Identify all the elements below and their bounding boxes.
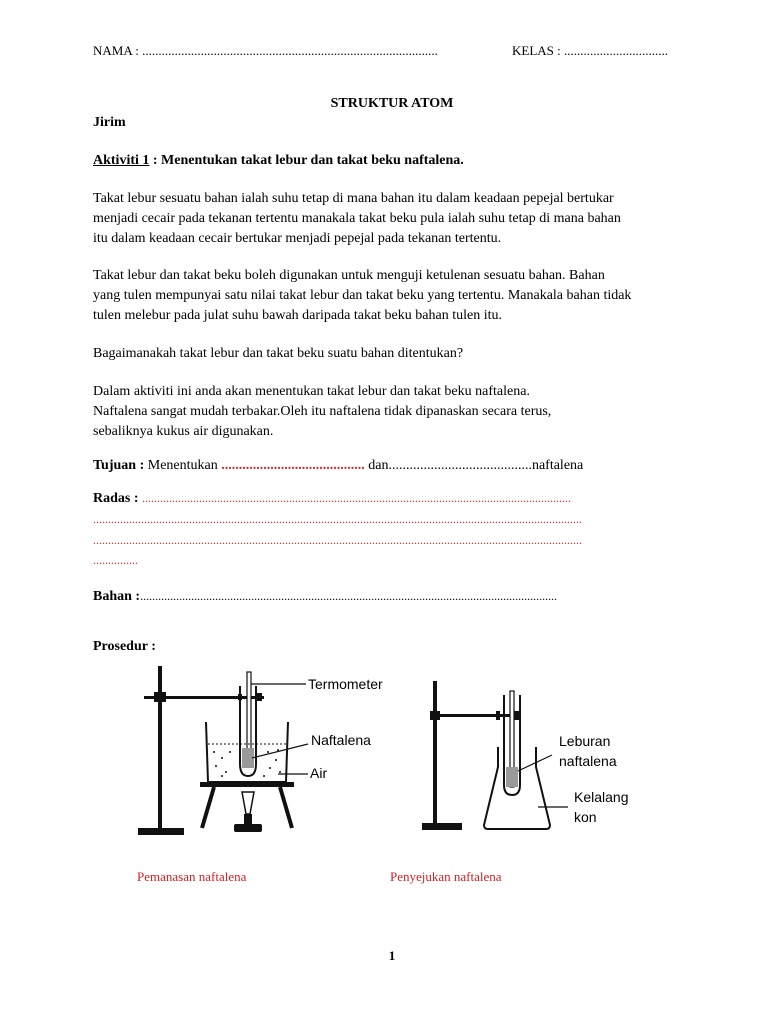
section-heading: Jirim (93, 115, 126, 130)
text-line: Naftalena sangat mudah terbakar.Oleh itu naftalena tidak dipanaskan secara terus, (93, 404, 552, 419)
kelas-field (512, 43, 668, 59)
nama-label: NAMA : (93, 43, 139, 58)
text-line: menjadi cecair pada tekanan tertentu manakala takat beku pula ialah suhu tetap di mana bahan (93, 211, 621, 226)
retort-stand-base (138, 828, 184, 835)
kelas-label: KELAS : (512, 43, 561, 58)
page-title: STRUKTUR ATOM (330, 96, 454, 111)
bahan-label: Bahan : (93, 589, 141, 604)
retort-stand-rod (158, 666, 162, 830)
tujuan-label: Tujuan : (93, 458, 145, 473)
clamp-arm (430, 714, 520, 717)
tujuan-text3: naftalena (531, 458, 584, 473)
paragraph-melting-point (93, 189, 621, 249)
paragraph-purity (93, 266, 631, 326)
label-naftalena: Naftalena (311, 732, 371, 748)
text-line: tulen melebur pada julat suhu bawah daripada takat beku bahan tulen itu. (93, 308, 502, 323)
radas-label: Radas : (93, 491, 139, 506)
label-termometer: Termometer (308, 676, 383, 692)
prosedur-heading: Prosedur : (93, 639, 156, 654)
text-line: yang tulen mempunyai satu nilai takat lebur dan takat beku yang tertentu. Manakala bahan tidak (93, 288, 632, 303)
tripod-top (200, 782, 294, 787)
text-line: sebaliknya kukus air digunakan. (93, 424, 274, 439)
text-line: itu dalam keadaan cecair bertukar menjadi pepejal pada tekanan tertentu. (93, 231, 502, 246)
label-leburan-2: naftalena (559, 753, 617, 769)
bahan-blank[interactable]: ........................................................................................................................................... (140, 589, 558, 603)
tujuan-blank-2[interactable]: ......................................... (388, 458, 532, 473)
radas-blank-3[interactable]: ................................................................................................................................................................... (93, 533, 582, 547)
label-kelalang-1: Kelalang (574, 789, 629, 805)
paragraph-activity-intro (93, 382, 551, 442)
caption-cooling: Penyejukan naftalena (390, 869, 502, 884)
tujuan-row (93, 458, 583, 474)
nama-blank: ........................................................................................... (142, 43, 438, 58)
label-kelalang-2: kon (574, 809, 597, 825)
retort-stand-base (422, 823, 462, 830)
activity-heading (93, 153, 464, 169)
activity-label: Aktiviti 1 (93, 153, 150, 168)
radas-block (93, 491, 693, 573)
text-line: Takat lebur sesuatu bahan ialah suhu tetap di mana bahan itu dalam keadaan pepejal bertukar (93, 191, 614, 206)
label-air: Air (310, 765, 328, 781)
tujuan-blank-1[interactable]: ......................................... (221, 458, 365, 473)
kelas-blank: ................................ (564, 43, 668, 58)
tujuan-text1: Menentukan (147, 458, 218, 473)
bunsen-burner (234, 824, 262, 832)
activity-title: : Menentukan takat lebur dan takat beku naftalena. (152, 153, 464, 168)
retort-stand-rod (433, 681, 437, 827)
tujuan-text2: dan (368, 458, 389, 473)
caption-heating: Pemanasan naftalena (137, 869, 247, 884)
page-number: 1 (388, 948, 396, 963)
bahan-row (93, 589, 693, 605)
text-line: Takat lebur dan takat beku boleh digunakan untuk menguji ketulenan sesuatu bahan. Bahan (93, 268, 605, 283)
cooling-apparatus-diagram (418, 675, 568, 835)
label-leburan-1: Leburan (559, 733, 611, 749)
text-line: Dalam aktiviti ini anda akan menentukan takat lebur dan takat beku naftalena. (93, 384, 530, 399)
conical-flask (484, 747, 550, 829)
radas-blank-4[interactable]: ............... (93, 553, 138, 567)
radas-blank-2[interactable]: ................................................................................................................................................................... (93, 512, 582, 526)
question-text: Bagaimanakah takat lebur dan takat beku suatu bahan ditentukan? (93, 346, 464, 361)
radas-blank-1[interactable]: ............................................................................................................................................... (142, 491, 572, 505)
nama-field (93, 43, 438, 59)
